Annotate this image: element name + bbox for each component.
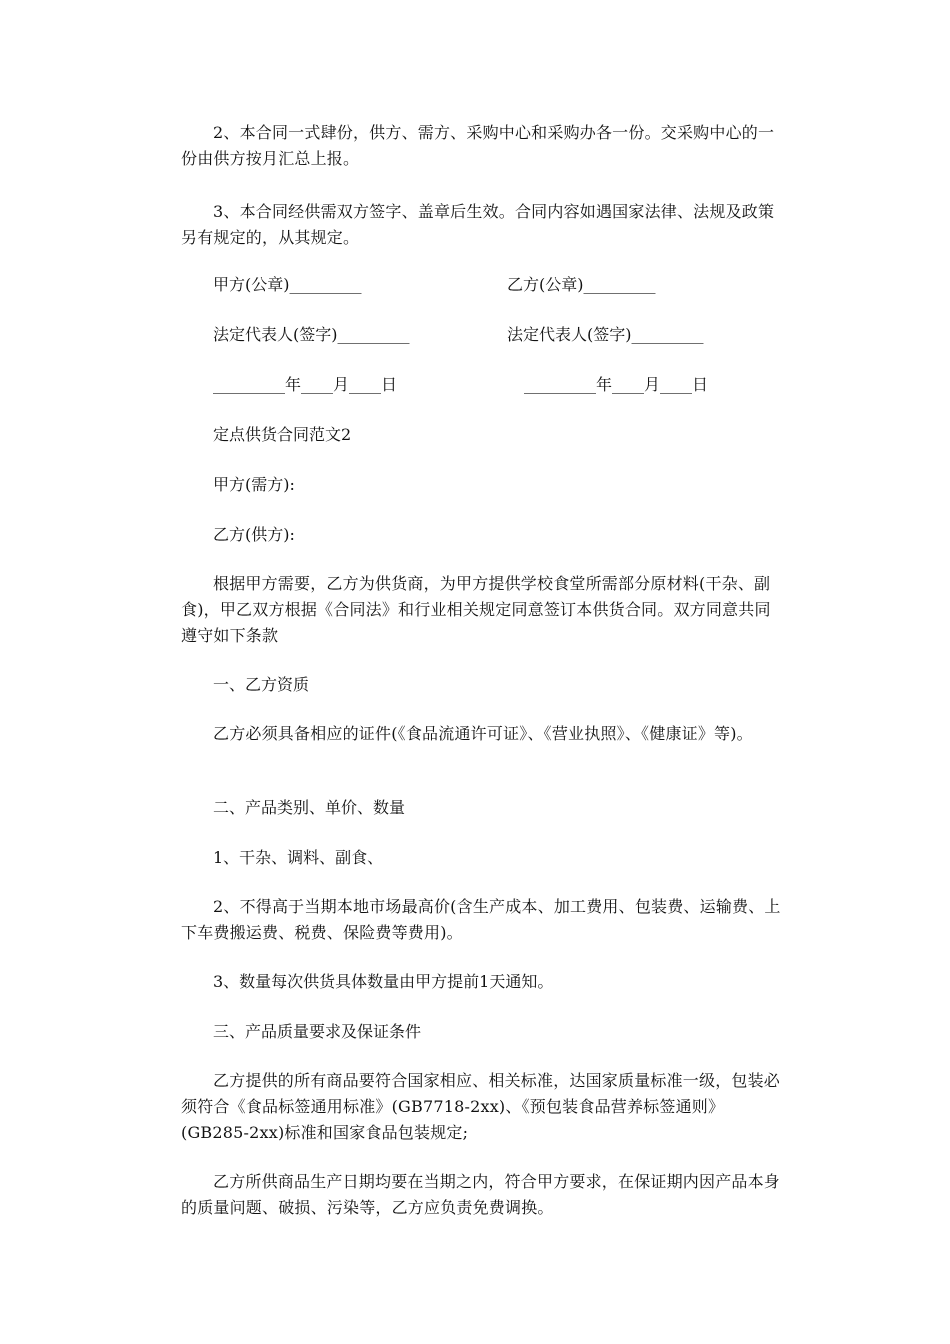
party-b-seal-line: 乙方(公章)_________ xyxy=(507,275,656,294)
party-a-rep-line: 法定代表人(签字)_________ xyxy=(213,325,410,344)
party-a-label: 甲方(需方): xyxy=(213,475,295,494)
party-a-date-line: _________年____月____日 xyxy=(213,375,398,394)
section-2-item-1: 1、干杂、调料、副食、 xyxy=(213,848,384,867)
section-3-body-2: 乙方所供商品生产日期均要在当期之内，符合甲方要求，在保证期内因产品本身的质量问题、破损、污染等，乙方应负责免费调换。 xyxy=(181,1172,781,1217)
section-2-item-2: 2、不得高于当期本地市场最高价(含生产成本、加工费用、包装费、运输费、上下车费搬运费、税费、保险费等费用)。 xyxy=(181,897,781,942)
sample-title: 定点供货合同范文2 xyxy=(213,425,352,444)
section-2-item-3: 3、数量每次供货具体数量由甲方提前1天通知。 xyxy=(213,972,554,991)
section-2-heading: 二、产品类别、单价、数量 xyxy=(213,798,406,817)
section-1-heading: 一、乙方资质 xyxy=(213,675,310,694)
party-a-seal-line: 甲方(公章)_________ xyxy=(213,275,362,294)
section-3-body-1: 乙方提供的所有商品要符合国家相应、相关标准，达国家质量标准一级，包装必须符合《食品标签通用标准》(GB7718-2xx)、《预包装食品营养标签通则》(GB285-2xx)标准和国家食品包装规定; xyxy=(181,1071,781,1142)
paragraph-copies: 2、本合同一式肆份，供方、需方、采购中心和采购办各一份。交采购中心的一份由供方按月汇总上报。 xyxy=(181,123,775,168)
party-b-rep-line: 法定代表人(签字)_________ xyxy=(507,325,704,344)
section-3-heading: 三、产品质量要求及保证条件 xyxy=(213,1022,422,1041)
party-b-date-line: _________年____月____日 xyxy=(524,375,709,394)
party-b-label: 乙方(供方): xyxy=(213,525,295,544)
intro-paragraph: 根据甲方需要，乙方为供货商，为甲方提供学校食堂所需部分原材料(干杂、副食)，甲乙双方根据《合同法》和行业相关规定同意签订本供货合同。双方同意共同遵守如下条款 xyxy=(181,574,771,645)
section-1-body: 乙方必须具备相应的证件(《食品流通许可证》、《营业执照》、《健康证》等)。 xyxy=(213,724,753,743)
paragraph-effect: 3、本合同经供需双方签字、盖章后生效。合同内容如遇国家法律、法规及政策另有规定的，从其规定。 xyxy=(181,202,775,247)
